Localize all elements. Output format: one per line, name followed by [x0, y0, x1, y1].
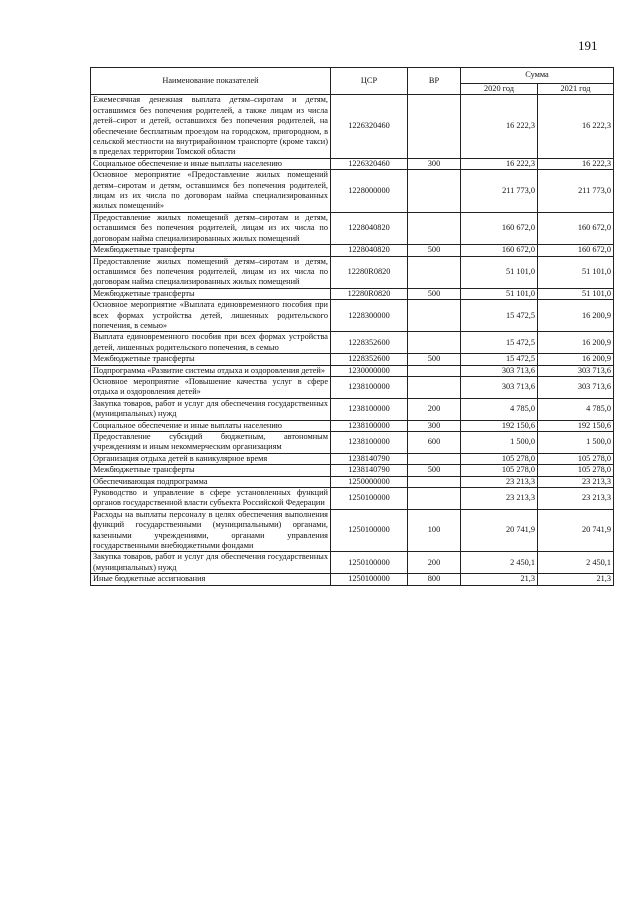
row-name: Организация отдыха детей в каникулярное время — [91, 453, 331, 464]
row-csr: 1250100000 — [331, 552, 408, 574]
row-sum-2021: 23 213,3 — [538, 488, 614, 510]
row-csr: 1228352600 — [331, 332, 408, 354]
header-name: Наименование показателей — [91, 68, 331, 95]
row-vr — [408, 376, 461, 398]
row-vr — [408, 256, 461, 288]
row-vr — [408, 365, 461, 376]
row-sum-2021: 160 672,0 — [538, 212, 614, 244]
row-sum-2021: 16 222,3 — [538, 95, 614, 158]
row-name: Выплата единовременного пособия при всех формах устройства детей, лишенных родительского попечения, в семью — [91, 332, 331, 354]
row-csr: 1228352600 — [331, 354, 408, 365]
table-row — [91, 509, 614, 552]
row-sum-2021: 16 200,9 — [538, 300, 614, 332]
table-row — [91, 420, 614, 431]
row-name: Расходы на выплаты персоналу в целях обеспечения выполнения функций государственными (муниципальными) органами, казенными учреждениями, органами управления государственными внебюджетными фондами — [91, 509, 331, 552]
row-csr: 1228000000 — [331, 170, 408, 213]
row-vr: 200 — [408, 398, 461, 420]
row-sum-2021: 303 713,6 — [538, 376, 614, 398]
row-sum-2021: 21,3 — [538, 574, 614, 585]
table-row — [91, 95, 614, 158]
row-name: Подпрограмма «Развитие системы отдыха и оздоровления детей» — [91, 365, 331, 376]
row-sum-2021: 303 713,6 — [538, 365, 614, 376]
row-sum-2020: 21,3 — [461, 574, 538, 585]
row-name: Иные бюджетные ассигнования — [91, 574, 331, 585]
table-row — [91, 256, 614, 288]
row-vr — [408, 453, 461, 464]
row-sum-2020: 23 213,3 — [461, 476, 538, 487]
row-sum-2020: 15 472,5 — [461, 300, 538, 332]
table-row — [91, 488, 614, 510]
table-row — [91, 574, 614, 585]
row-vr — [408, 476, 461, 487]
row-vr: 500 — [408, 465, 461, 476]
table-row — [91, 465, 614, 476]
row-sum-2021: 160 672,0 — [538, 245, 614, 256]
row-csr: 1238100000 — [331, 432, 408, 454]
row-vr: 800 — [408, 574, 461, 585]
row-sum-2021: 1 500,0 — [538, 432, 614, 454]
row-csr: 1230000000 — [331, 365, 408, 376]
row-sum-2020: 160 672,0 — [461, 245, 538, 256]
row-csr: 1238140790 — [331, 465, 408, 476]
row-vr: 100 — [408, 509, 461, 552]
row-csr: 1228300000 — [331, 300, 408, 332]
row-sum-2020: 20 741,9 — [461, 509, 538, 552]
row-sum-2020: 1 500,0 — [461, 432, 538, 454]
row-csr: 1228040820 — [331, 245, 408, 256]
row-csr: 1238100000 — [331, 398, 408, 420]
row-csr: 1238100000 — [331, 420, 408, 431]
table-row — [91, 212, 614, 244]
table-header — [91, 68, 614, 95]
row-csr: 1226320460 — [331, 95, 408, 158]
budget-table — [90, 67, 614, 586]
row-sum-2020: 2 450,1 — [461, 552, 538, 574]
row-sum-2020: 51 101,0 — [461, 256, 538, 288]
row-sum-2021: 51 101,0 — [538, 256, 614, 288]
row-sum-2021: 16 200,9 — [538, 332, 614, 354]
row-name: Основное мероприятие «Выплата единовременного пособия при всех формах устройства детей, лишенных родительского попечения, в семью» — [91, 300, 331, 332]
row-sum-2021: 23 213,3 — [538, 476, 614, 487]
page-number: 191 — [578, 38, 598, 53]
row-vr: 500 — [408, 288, 461, 299]
row-sum-2020: 16 222,3 — [461, 95, 538, 158]
row-vr — [408, 488, 461, 510]
row-sum-2021: 16 200,9 — [538, 354, 614, 365]
row-sum-2020: 16 222,3 — [461, 158, 538, 169]
header-vr: ВР — [408, 68, 461, 95]
row-sum-2020: 51 101,0 — [461, 288, 538, 299]
table-row — [91, 300, 614, 332]
row-name: Основное мероприятие «Повышение качества услуг в сфере отдыха и оздоровления детей» — [91, 376, 331, 398]
row-sum-2021: 192 150,6 — [538, 420, 614, 431]
row-sum-2020: 303 713,6 — [461, 376, 538, 398]
table-row — [91, 552, 614, 574]
row-csr: 12280R0820 — [331, 288, 408, 299]
row-csr: 12280R0820 — [331, 256, 408, 288]
table-row — [91, 476, 614, 487]
row-sum-2020: 4 785,0 — [461, 398, 538, 420]
table-row — [91, 245, 614, 256]
row-csr: 1250000000 — [331, 476, 408, 487]
row-csr: 1226320460 — [331, 158, 408, 169]
row-sum-2020: 160 672,0 — [461, 212, 538, 244]
row-vr: 600 — [408, 432, 461, 454]
table-row — [91, 288, 614, 299]
row-sum-2020: 105 278,0 — [461, 465, 538, 476]
row-vr: 300 — [408, 158, 461, 169]
row-csr: 1250100000 — [331, 574, 408, 585]
row-sum-2020: 105 278,0 — [461, 453, 538, 464]
row-sum-2020: 211 773,0 — [461, 170, 538, 213]
row-name: Предоставление жилых помещений детям–сиротам и детям, оставшимся без попечения родителей, лицам из их числа по договорам найма специализированных жилых помещений — [91, 256, 331, 288]
table-row — [91, 332, 614, 354]
table-row — [91, 453, 614, 464]
row-name: Социальное обеспечение и иные выплаты населению — [91, 420, 331, 431]
header-year-2021: 2021 год — [538, 84, 614, 95]
row-vr: 200 — [408, 552, 461, 574]
row-vr — [408, 300, 461, 332]
row-name: Ежемесячная денежная выплата детям–сиротам и детям, оставшимся без попечения родителей, а также лицам из числа детей–сирот и детей, оставшихся без попечения родителей, на обеспечение бесплатным проездом на городском, пригородном, в сельской местности на внутрирайонном транспорте (кроме такси) в пределах территории Томской области — [91, 95, 331, 158]
row-name: Межбюджетные трансферты — [91, 245, 331, 256]
row-sum-2021: 2 450,1 — [538, 552, 614, 574]
row-sum-2021: 4 785,0 — [538, 398, 614, 420]
row-sum-2021: 105 278,0 — [538, 465, 614, 476]
row-name: Обеспечивающая подпрограмма — [91, 476, 331, 487]
row-name: Межбюджетные трансферты — [91, 354, 331, 365]
row-vr — [408, 332, 461, 354]
row-name: Предоставление жилых помещений детям–сиротам и детям, оставшимся без попечения родителей, лицам из их числа по договорам найма специализированных жилых помещений — [91, 212, 331, 244]
header-sum: Сумма — [461, 68, 614, 84]
row-name: Закупка товаров, работ и услуг для обеспечения государственных (муниципальных) нужд — [91, 552, 331, 574]
table-row — [91, 376, 614, 398]
row-name: Руководство и управление в сфере установленных функций органов государственной власти субъекта Российской Федерации — [91, 488, 331, 510]
table-row — [91, 398, 614, 420]
table-row — [91, 354, 614, 365]
row-csr: 1228040820 — [331, 212, 408, 244]
row-name: Межбюджетные трансферты — [91, 288, 331, 299]
row-csr: 1238100000 — [331, 376, 408, 398]
budget-table-container — [90, 67, 613, 586]
header-csr: ЦСР — [331, 68, 408, 95]
row-csr: 1238140790 — [331, 453, 408, 464]
row-sum-2020: 23 213,3 — [461, 488, 538, 510]
row-sum-2021: 211 773,0 — [538, 170, 614, 213]
row-vr — [408, 212, 461, 244]
row-sum-2020: 15 472,5 — [461, 332, 538, 354]
row-name: Закупка товаров, работ и услуг для обеспечения государственных (муниципальных) нужд — [91, 398, 331, 420]
row-vr: 300 — [408, 420, 461, 431]
row-sum-2020: 192 150,6 — [461, 420, 538, 431]
table-row — [91, 432, 614, 454]
row-sum-2020: 303 713,6 — [461, 365, 538, 376]
row-vr — [408, 95, 461, 158]
row-name: Основное мероприятие «Предоставление жилых помещений детям–сиротам и детям, оставшимся без попечения родителей, лицам из их числа по договорам найма специализированных жилых помещений» — [91, 170, 331, 213]
row-name: Предоставление субсидий бюджетным, автономным учреждениям и иным некоммерческим организациям — [91, 432, 331, 454]
row-vr: 500 — [408, 354, 461, 365]
header-year-2020: 2020 год — [461, 84, 538, 95]
table-row — [91, 365, 614, 376]
row-sum-2021: 20 741,9 — [538, 509, 614, 552]
table-row — [91, 170, 614, 213]
row-vr — [408, 170, 461, 213]
row-name: Социальное обеспечение и иные выплаты населению — [91, 158, 331, 169]
row-csr: 1250100000 — [331, 488, 408, 510]
row-sum-2021: 16 222,3 — [538, 158, 614, 169]
row-csr: 1250100000 — [331, 509, 408, 552]
table-body — [91, 95, 614, 585]
row-sum-2020: 15 472,5 — [461, 354, 538, 365]
row-vr: 500 — [408, 245, 461, 256]
table-row — [91, 158, 614, 169]
row-sum-2021: 51 101,0 — [538, 288, 614, 299]
row-sum-2021: 105 278,0 — [538, 453, 614, 464]
row-name: Межбюджетные трансферты — [91, 465, 331, 476]
